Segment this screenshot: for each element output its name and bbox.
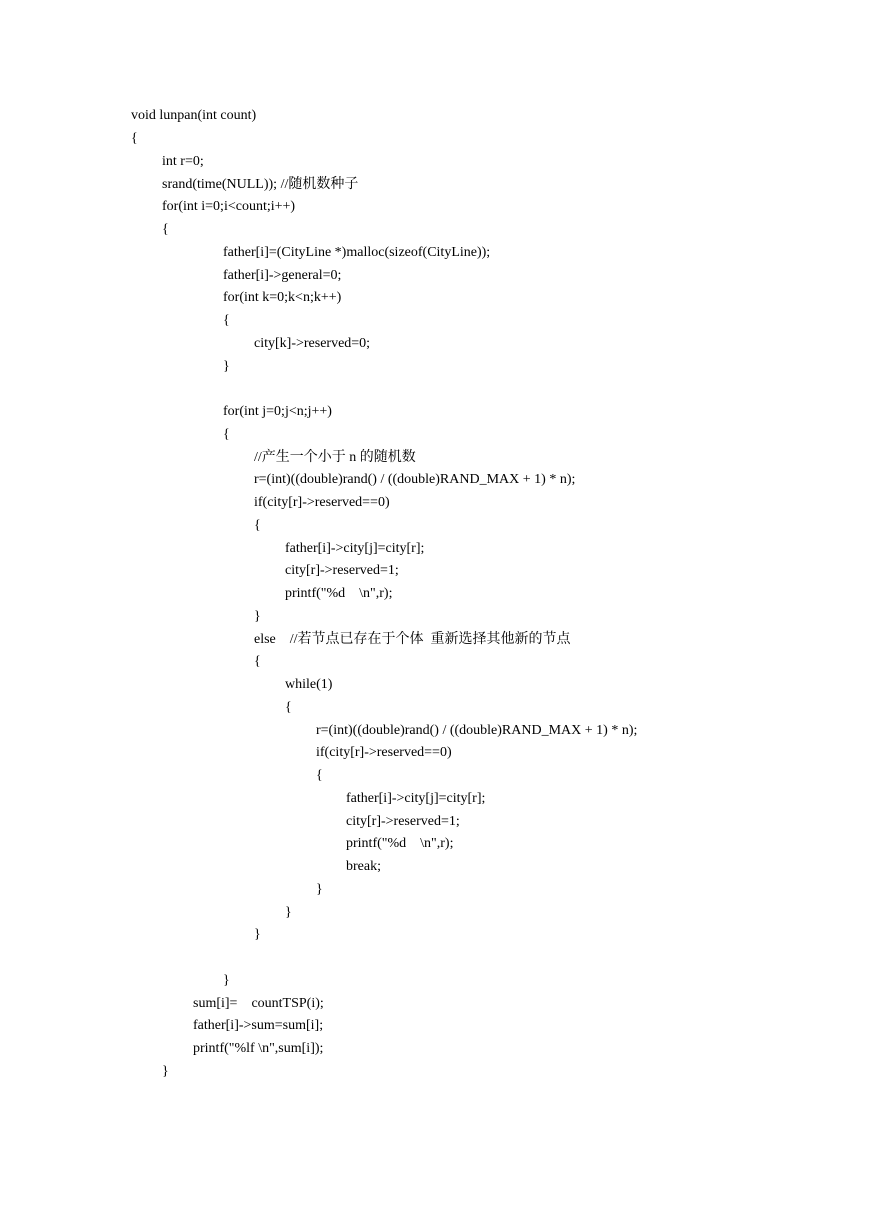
- code-line: sum[i]= countTSP(i);: [193, 996, 324, 1011]
- code-line: while(1): [285, 677, 333, 692]
- code-line: }: [254, 609, 261, 624]
- code-line: for(int i=0;i<count;i++): [162, 199, 296, 214]
- code-line: else //若节点已存在于个体 重新选择其他新的节点: [254, 632, 571, 647]
- code-line: for(int j=0;j<n;j++): [223, 404, 332, 419]
- code-line: if(city[r]->reserved==0): [316, 745, 452, 760]
- code-line: father[i]->general=0;: [223, 268, 342, 283]
- code-line: break;: [346, 859, 381, 874]
- code-line: if(city[r]->reserved==0): [254, 495, 390, 510]
- code-line: void lunpan(int count): [131, 108, 257, 123]
- code-line: {: [254, 518, 261, 533]
- code-line: father[i]->city[j]=city[r];: [346, 791, 486, 806]
- code-line: r=(int)((double)rand() / ((double)RAND_MAX + 1) * n);: [316, 723, 638, 738]
- code-line: printf("%d \n",r);: [346, 836, 454, 851]
- code-line: father[i]=(CityLine *)malloc(sizeof(CityLine));: [223, 245, 491, 260]
- code-line: {: [223, 427, 230, 442]
- code-line: }: [285, 905, 292, 920]
- code-line: r=(int)((double)rand() / ((double)RAND_MAX + 1) * n);: [254, 472, 576, 487]
- code-line: }: [316, 882, 323, 897]
- code-line: {: [254, 654, 261, 669]
- code-line: city[r]->reserved=1;: [346, 814, 460, 829]
- code-line: {: [162, 222, 169, 237]
- code-line: int r=0;: [162, 154, 204, 169]
- code-line: city[k]->reserved=0;: [254, 336, 371, 351]
- code-line: {: [316, 768, 323, 783]
- code-line: srand(time(NULL)); //随机数种子: [162, 177, 359, 192]
- code-line: printf("%d \n",r);: [285, 586, 393, 601]
- code-line: printf("%lf \n",sum[i]);: [193, 1041, 324, 1056]
- code-line: father[i]->city[j]=city[r];: [285, 541, 425, 556]
- code-line: {: [131, 131, 138, 146]
- code-line: city[r]->reserved=1;: [285, 563, 399, 578]
- code-line: father[i]->sum=sum[i];: [193, 1018, 324, 1033]
- code-line: }: [162, 1064, 169, 1079]
- code-line: }: [223, 359, 230, 374]
- code-line: {: [223, 313, 230, 328]
- code-line: for(int k=0;k<n;k++): [223, 290, 342, 305]
- code-line: }: [223, 973, 230, 988]
- code-line: }: [254, 927, 261, 942]
- code-line: //产生一个小于 n 的随机数: [254, 450, 416, 465]
- code-line: {: [285, 700, 292, 715]
